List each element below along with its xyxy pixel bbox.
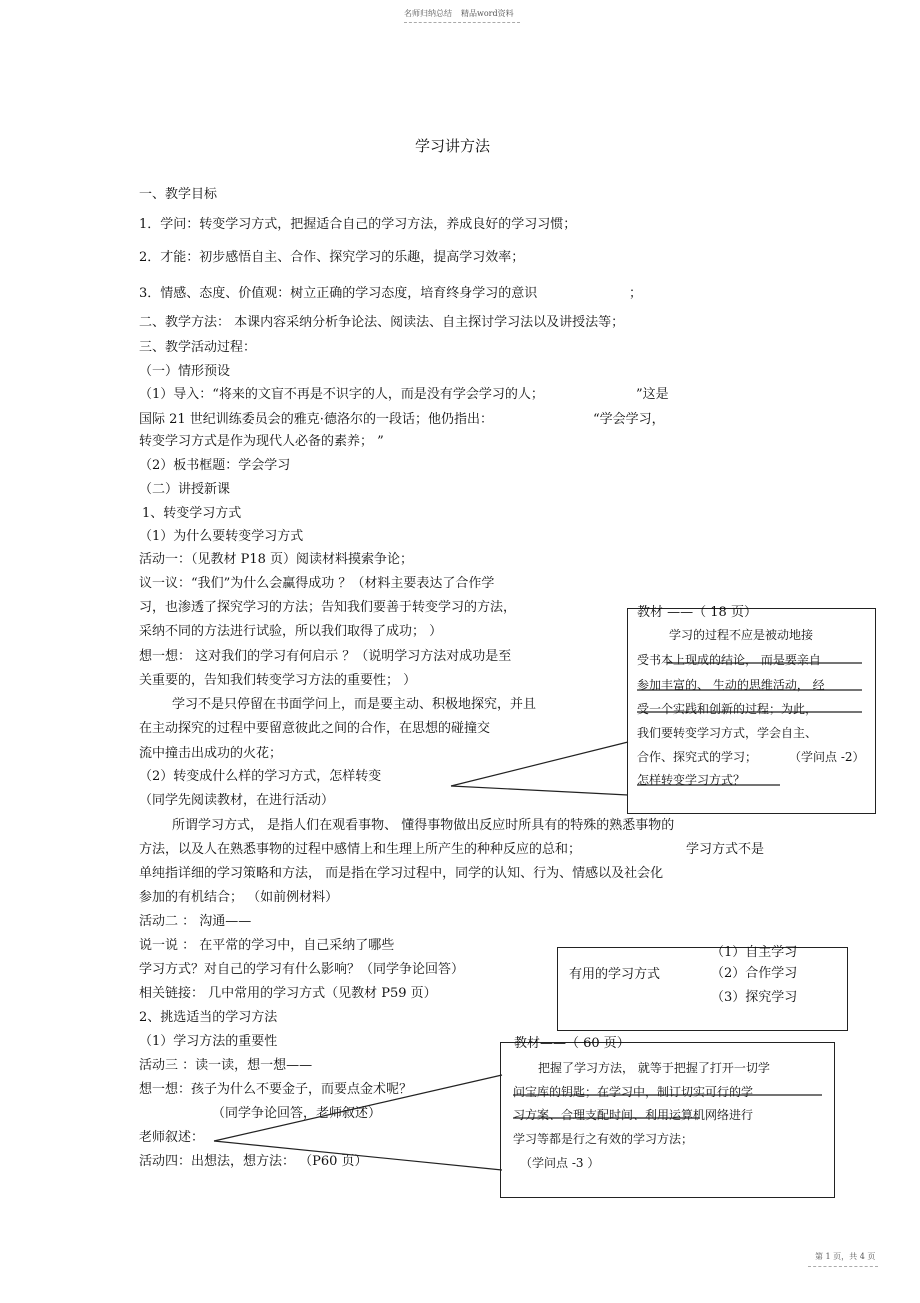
callout-text: 受书本上现成的结论， 而是要亲自 [637,653,821,667]
text-line: 2．才能：初步感悟自主、合作、探究学习的乐趣，提高学习效率； [139,250,525,265]
callout-text: 怎样转变学习方式？ [637,773,746,787]
callout-heading: 教材——（ 60 页） [514,1036,630,1051]
text-line: 1．学问：转变学习方式，把握适合自己的学习方法，养成良好的学习习惯； [139,217,577,232]
header-text-2: 精品word资料 [461,9,514,18]
text-line: 学习不是只停留在书面学问上，而是要主动、积极地探究，并且 [172,697,537,712]
text-line: （1）导入：“将来的文盲不再是不识字的人，而是没有学会学习的人； [139,387,544,402]
text-line: 转变学习方式是作为现代人必备的素养； ” [139,434,384,449]
callout-pointer-line [214,1075,502,1141]
text-line: 活动二 ： 沟通—— [139,914,252,929]
callout-text: 问宝库的钥匙；在学习中，制订切实可行的学 [513,1085,754,1099]
callout-text: 把握了学习方法， 就等于把握了打开一切学 [538,1061,770,1075]
text-line: 活动四：出想法，想方法： （P60 页） [139,1154,368,1169]
text-line: ”这是 [636,387,669,402]
text-line: 3．情感、态度、价值观：树立正确的学习态度，培育终身学习的意识 [139,286,538,301]
text-line: 流中撞击出成功的火花； [139,746,283,761]
callout-pointer-line [451,786,628,795]
text-line: 方法，以及人在熟悉事物的过程中感情上和生理上所产生的种种反应的总和； [139,842,582,857]
callout-text: 参加丰富的、 生动的思维活动， 经 [637,678,825,692]
callout-text: 合作、探究式的学习； [637,750,758,764]
text-line: 想一想： 这对我们的学习有何启示 ？（说明学习方法对成功是至 [139,649,512,664]
callout-text: 学习的过程不应是被动地接 [669,628,814,642]
text-line: 相关链接： 几中常用的学习方式（见教材 P59 页） [139,986,437,1001]
text-line: 在主动探究的过程中要留意彼此之间的合作，在思想的碰撞交 [139,721,491,736]
text-line: （1）为什么要转变学习方式 [139,529,304,544]
text-line: 关重要的，告知我们转变学习方法的重要性； ） [139,673,417,688]
text-line: 议一议：“我们”为什么会赢得成功 ？（材料主要表达了合作学 [139,576,495,591]
text-line: ； [629,286,643,301]
learning-method-item: （3）探究学习 [711,990,798,1005]
text-line: （2）转变成什么样的学习方式，怎样转变 [139,769,382,784]
text-line: （同学争论回答，老师叙述） [212,1106,382,1121]
footer-divider [808,1266,878,1267]
text-line: （二）讲授新课 [139,482,231,497]
text-line: 说一说 ： 在平常的学习中，自己采纳了哪些 [139,938,395,953]
learning-method-item: （1）自主学习 [711,945,798,960]
text-line: “学会学习， [593,412,665,427]
text-line: 学习方式？对自己的学习有什么影响？（同学争论回答） [139,962,465,977]
text-line: 单纯指详细的学习策略和方法， 而是指在学习过程中，同学的认知、行为、情感以及社会化 [139,866,664,881]
text-line: 习，也渗透了探究学习的方法；告知我们要善于转变学习的方法， [139,600,517,615]
callout-text: 学习等都是行之有效的学习方法； [513,1132,694,1146]
knowledge-point-label: （学问点 -3 ） [520,1156,600,1170]
text-line: （1）学习方法的重要性 [139,1034,278,1049]
knowledge-point-label: （学问点 -2） [789,750,865,764]
callout-pointer-line [214,1141,502,1170]
section-heading: 三、教学活动过程： [139,340,257,355]
callout-text: 习方案、合理支配时间、利用运算机网络进行 [513,1108,754,1122]
text-line: （2）板书框题：学会学习 [139,458,291,473]
text-line: 想一想：孩子为什么不要金子，而要点金术呢？ [139,1082,413,1097]
text-line: 1、转变学习方式 [142,506,242,521]
header-text-1: 名师归纳总结 [404,9,452,18]
text-line: 活动三 ：读一读，想一想—— [139,1058,313,1073]
learning-methods-label: 有用的学习方式 [569,967,661,982]
page-number: 第 1 页，共 4 页 [815,1252,876,1261]
callout-text: 我们要转变学习方式，学会自主、 [637,726,818,740]
text-line: 老师叙述： [139,1130,205,1145]
learning-method-item: （2）合作学习 [711,966,798,981]
text-line: 参加的有机结合； （如前例材料） [139,890,339,905]
callout-heading: 教材 ——（ 18 页） [637,605,757,620]
text-line: 采纳不同的方法进行试验，所以我们取得了成功； ） [139,624,443,639]
text-line: 2、挑选适当的学习方法 [139,1010,278,1025]
page-title: 学习讲方法 [415,137,491,155]
text-line: 所谓学习方式， 是指人们在观看事物、 懂得事物做出反应时所具有的特殊的熟悉事物的 [172,818,675,833]
callout-text: 受一个实践和创新的过程；为此， [637,702,818,716]
text-line: （同学先阅读教材，在进行活动） [139,793,335,808]
text-line: 学习方式不是 [686,842,765,857]
callout-pointer-line [451,742,628,786]
text-line: 活动一：（见教材 P18 页）阅读材料摸索争论； [139,552,414,567]
text-line: （一）情形预设 [139,364,231,379]
section-heading: 二、教学方法： 本课内容采纳分析争论法、阅读法、自主探讨学习法以及讲授法等； [139,315,625,330]
section-heading: 一、教学目标 [139,187,218,202]
text-line: 国际 21 世纪训练委员会的雅克·德洛尔的一段话；他仍指出： [139,412,493,427]
